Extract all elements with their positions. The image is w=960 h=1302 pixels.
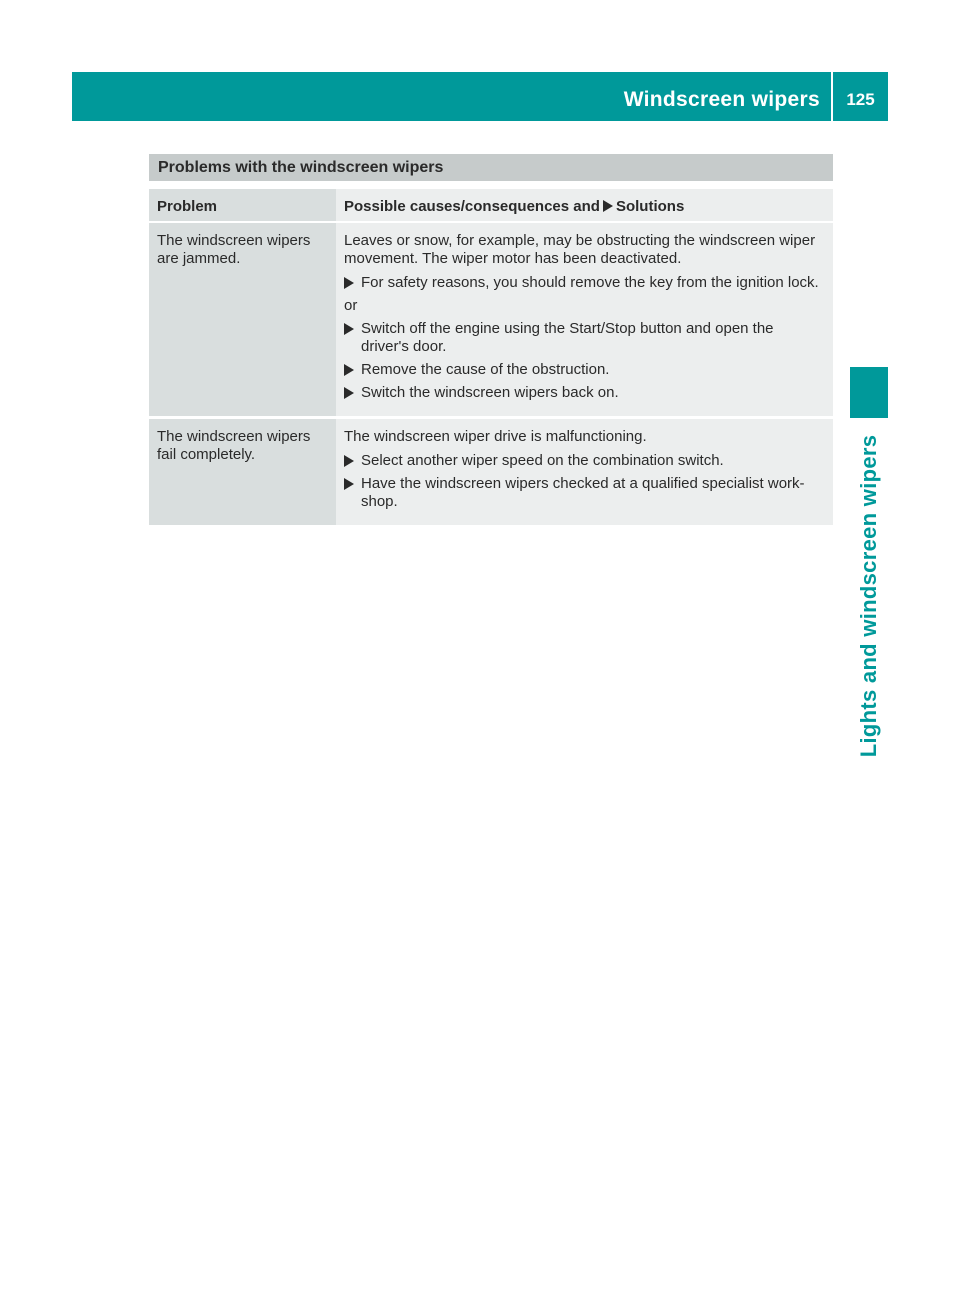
table-row — [149, 222, 833, 418]
column-header-solutions — [336, 189, 833, 222]
column-header-problem: Problem — [149, 189, 336, 222]
solution-cell — [336, 222, 833, 418]
page-number: 125 — [846, 90, 875, 109]
action-arrow-icon — [344, 364, 354, 376]
or-separator: or — [344, 297, 358, 314]
action-arrow-icon — [344, 387, 354, 399]
cause-text: The windscreen wiper drive is malfunctioning. — [344, 428, 647, 445]
action-arrow-icon — [344, 455, 354, 467]
problems-table — [149, 189, 833, 528]
solution-step — [344, 475, 825, 511]
chapter-tab-marker — [850, 367, 888, 418]
section-title: Windscreen wipers — [623, 88, 820, 111]
step-text: Remove the cause of the obstruction. — [361, 361, 610, 378]
action-arrow-icon — [344, 478, 354, 490]
chapter-label: Lights and windscreen wipers — [856, 434, 881, 758]
table-row — [149, 418, 833, 527]
action-arrow-icon — [344, 277, 354, 289]
solution-step — [344, 274, 825, 292]
solution-cell — [336, 418, 833, 527]
solution-step — [344, 361, 825, 379]
problem-cell: The windscreen wipers are jammed. — [149, 222, 336, 418]
step-text: Switch the windscreen wipers back on. — [361, 384, 619, 401]
step-text: Select another wiper speed on the combination switch. — [361, 452, 724, 469]
action-arrow-icon — [344, 323, 354, 335]
step-text: Have the windscreen wipers checked at a qualified specialist work-shop. — [361, 475, 805, 510]
column-header-solutions-suffix: Solutions — [615, 198, 685, 215]
solution-step — [344, 320, 825, 356]
column-header-solutions-prefix: Possible causes/consequences and — [344, 198, 600, 215]
page-header — [72, 72, 888, 121]
table-header-row — [149, 189, 833, 222]
solution-step — [344, 384, 825, 402]
step-text: For safety reasons, you should remove the key from the ignition lock. — [361, 274, 819, 291]
action-arrow-icon — [603, 200, 613, 212]
step-text: Switch off the engine using the Start/Stop button and open the driver's door. — [361, 320, 774, 355]
cause-text: Leaves or snow, for example, may be obstructing the windscreen wiper movement. The wiper motor has been deactivated. — [344, 232, 816, 267]
solution-step — [344, 452, 825, 470]
table-title: Problems with the windscreen wipers — [149, 154, 833, 181]
problem-cell: The windscreen wipers fail completely. — [149, 418, 336, 527]
